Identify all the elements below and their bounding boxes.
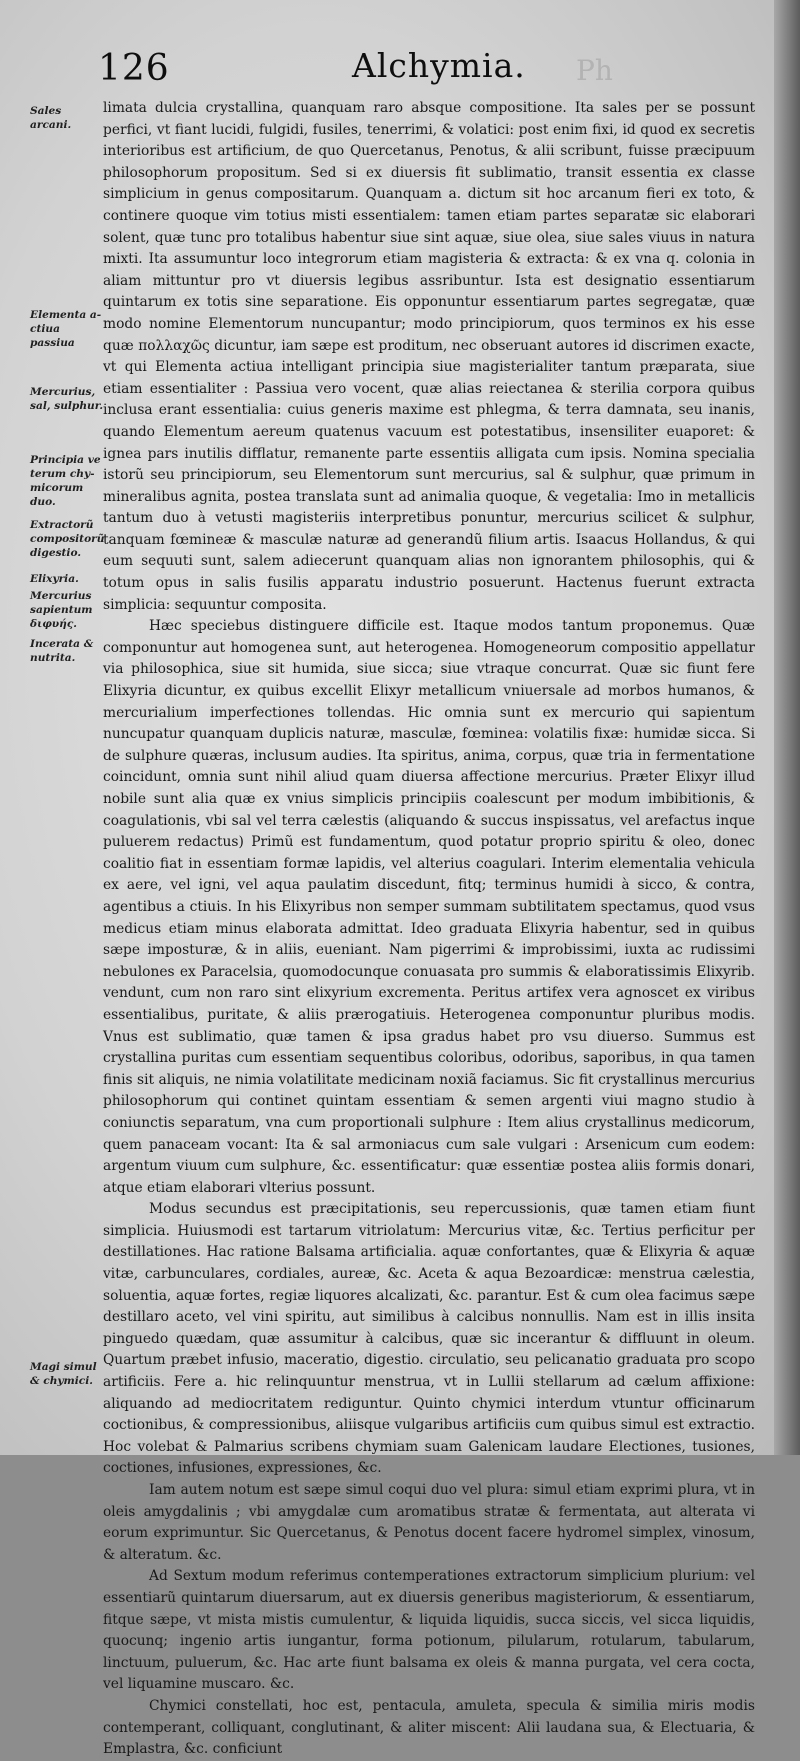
paragraph: Chymici constellati, hoc est, pentacula, amuleta, specula & similia miris modis contemperant, colliquant, conglutinant, & aliter miscent: Alii laudana sua, & Electuaria, & Emplastra, &c. conficiunt (103, 1697, 755, 1758)
paragraph: Hæc speciebus distinguere difficile est. Itaque modos tantum proponemus. Quæ componuntur aut homogenea sunt, aut heterogenea. Homogeneorum compositio appellatur via philosophica, siue sit humida, siue sicca; siue vtraque concurrat. Quæ sic fiunt fere Elixyria dicuntur, ex quibus excellit Elixyr metallicum vniuersale ad morbos humanos, & mercurialium imperfectiones tollendas. Hic omnia sunt ex mercurio qui sapientum nuncupatur quanquam duplicis naturæ, masculæ, fœminea: volatilis fixæ: humidæ sicca. Si de sulphure quæras, inclusum audies. Ita spiritus, anima, corpus, quæ tria in fermentatione coincidunt, omnia sunt nihil aliud quam diuersa affectione mercurius. Præter Elixyr illud nobile sunt alia quæ ex vnius simplicis principiis coalescunt per modum imbibitionis, & coagulationis, vbi sal vel terra cælestis (aliquando & succus inspissatus, vel arefactus inque puluerem redactus) Primũ est fundamentum, quod potatur proprio spiritu & oleo, donec coalitio fiat in essentiam formæ lapidis, vel alterius coagulari. Interim elementalia vehicula ex aere, vel igni, vel aqua paulatim discedunt, fitq; terminus humidi à sicco, & contra, agentibus a ctiuis. In his Elixyribus non semper summam subtilitatem spectamus, quod vsus medicus etiam minus elaborata admittat. Ideo graduata Elixyria habentur, sed in quibus sæpe imposturæ, & in aliis, eueniant. Nam pigerrimi & improbissimi, iuxta ac rudissimi nebulones ex Paracelsia, quomodocunque conuasata pro summis & elaboratissimis Elixyrib. vendunt, cum non raro sint elixyrium excrementa. Peritus artifex vera agnoscet ex viribus essentialibus, puritate, & aliis prærogatiuis. Heterogenea componuntur pluribus modis. Vnus est sublimatio, quæ tamen & ipsa gradus habet pro vsu diuerso. Summus est crystallina puritas cum essentiam sequentibus coloribus, odoribus, saporibus, in qua tamen finis sit aliquis, ne nimia volatilitate medicinam noxiã faciamus. Sic fit crystallinus mercurius philosophorum qui continet quintam essentiam & semen argenti viui magno studio à coniunctis separatum, vna cum proportionali sulphure : Item alius crystallinus medicorum, quem panaceam vocant: Ita & sal armoniacus cum sale vulgari : Arsenicum cum eodem: argentum viuum cum sulphure, &c. essentificatur: quæ essentiæ postea aliis formis donari, atque etiam elaborari vlterius possunt. (103, 618, 755, 1196)
margin-note: Principia ve terum chy-micorum duo. (30, 454, 101, 508)
page-gutter-shadow (774, 0, 800, 1455)
margin-note: Elementa a-ctiua passiua (30, 309, 102, 349)
margin-note: Extractorũ compositorũ digestio. (30, 519, 105, 559)
margin-notes (0, 0, 105, 1455)
margin-note: Mercurius, sal, sulphur. (30, 386, 104, 412)
page-number: 126 (98, 48, 170, 89)
margin-note: Incerata & nutrita. (30, 638, 94, 664)
paragraph: Iam autem notum est sæpe simul coqui duo vel plura: simul etiam exprimi plura, vt in oleis amygdalinis ; vbi amygdalæ cum aromatibus stratæ & fermentata, aut alterata vi eorum exprimuntur. Sic Quercetanus, & Penotus docent facere hydromel simplex, vinosum, & alteratum. &c. (103, 1482, 755, 1563)
page-header (0, 40, 800, 90)
main-text (103, 98, 755, 1761)
margin-note: Magi simul & chymici. (30, 1361, 97, 1387)
margin-note: Elixyria. (30, 573, 79, 585)
paragraph: Ad Sextum modum referimus contemperationes extractorum simplicium plurium: vel essentiarũ quintarum diuersarum, aut ex diuersis generibus magisteriorum, & essentiarum, fitque sæpe, vt mista mistis cumulentur, & liquida liquidis, succa siccis, vel sicca liquidis, quocunq; ingenio artis iungantur, forma potionum, pilularum, rotularum, tabularum, linctuum, puluerum, &c. Hac arte fiunt balsama ex oleis & manna purgata, vel cera cocta, vel liquamine muscaro. &c. (103, 1568, 755, 1693)
paragraph: limata dulcia crystallina, quanquam raro absque compositione. Ita sales per se possunt perfici, vt fiant lucidi, fulgidi, fusiles, tenerrimi, & volatici: post enim fixi, id quod ex secretis interioribus est artificium, de quo Quercetanus, Penotus, & alii scribunt, fuisse præcipuum philosophorum propositum. Sed si ex diuersis fit sublimatio, transit essentia ex classe simplicium in genus compositarum. Quanquam a. dictum sit hoc arcanum fieri ex toto, & continere quoque vim totius misti essentialem: tamen etiam partes separatæ sic elaborari solent, quæ tunc pro totalibus habentur siue sint aquæ, siue olea, siue sales viuus in natura mixti. Ita assumuntur loco integrorum etiam magisteria & extracta: & ex vna q. colonia in aliam mittuntur pro vt diuersis legibus assribuntur. Ista est designatio essentiarum quintarum ex totis sine separatione. Eis opponuntur essentiarum partes segregatæ, quæ modo nomine Elementorum nuncupantur; modo principiorum, quos terminos ex his esse quæ πολλαχῶς dicuntur, iam sæpe est proditum, nec obseruant autores id discrimen exacte, vt qui Elementa actiua intelligant principia siue magisterialiter tantum præparata, siue etiam essentialiter : Passiua vero vocent, quæ alias reiectanea & sterilia corpora quibus inclusa erant essentialia: cuius generis maxime est phlegma, & terra damnata, seu inanis, quando Elementum aereum quatenus vacuum est potestatibus, insensiliter euaporet: & ignea pars inutilis difflatur, remanente parte essentiis alligata cum ipsis. Nomina specialia istorũ seu principiorum, seu Elementorum sunt mercurius, sal & sulphur, quæ primum in mineralibus agnita, postea translata sunt ad animalia quoque, & vegetalia: Imo in metallicis tantum duo à vetusti magisteriis interpretibus ponuntur, mercurius scilicet & sulphur, tanquam fœmineæ & masculæ naturæ ad generandũ filium artis. Isaacus Hollandus, & qui eum sequuti sunt, salem adiecerunt quanquam alias non ignorantem philosophis, qui & totum opus in salis fusilis apparatu industrio posuerunt. Hactenus fuerunt extracta simplicia: sequuntur composita. (103, 100, 755, 613)
running-title: Alchymia. (352, 46, 526, 85)
margin-note: Sales arcani. (30, 105, 72, 131)
bleed-through-text: Ph (576, 54, 613, 87)
paragraph: Modus secundus est præcipitationis, seu repercussionis, quæ tamen etiam fiunt simplicia. Huiusmodi est tartarum vitriolatum: Mercurius vitæ, &c. Tertius perficitur per destillationes. Hac ratione Balsama artificialia. aquæ confortantes, quæ & Elixyria & aquæ vitæ, carbunculares, cordiales, aureæ, &c. Aceta & aqua Bezoardicæ: menstrua cælestia, soluentia, aquæ fortes, regiæ liquores alcalizati, &c. parantur. Est & cum olea facimus sæpe destillaro aceto, vel vini spiritu, aut similibus à calcibus nonnullis. Nam est in illis insita pinguedo quædam, quæ assumitur à calcibus, quæ sic incerantur & diffluunt in oleum. Quartum præbet infusio, maceratio, digestio. circulatio, seu pelicanatio graduata pro scopo artificiis. Fere a. hic relinquuntur menstrua, vt in Lullii stellarum ad cælum affixione: aliquando ad mediocritatem rediguntur. Quinto chymici interdum vtuntur officinarum coctionibus, & compressionibus, aliisque vulgaribus artificiis cum quibus simul est extractio. Hoc volebat & Palmarius scribens chymiam suam Galenicam laudare Electiones, tusiones, coctiones, infusiones, expressiones, &c. (103, 1201, 755, 1477)
margin-note: Mercurius sapientum διφυής. (30, 590, 93, 630)
